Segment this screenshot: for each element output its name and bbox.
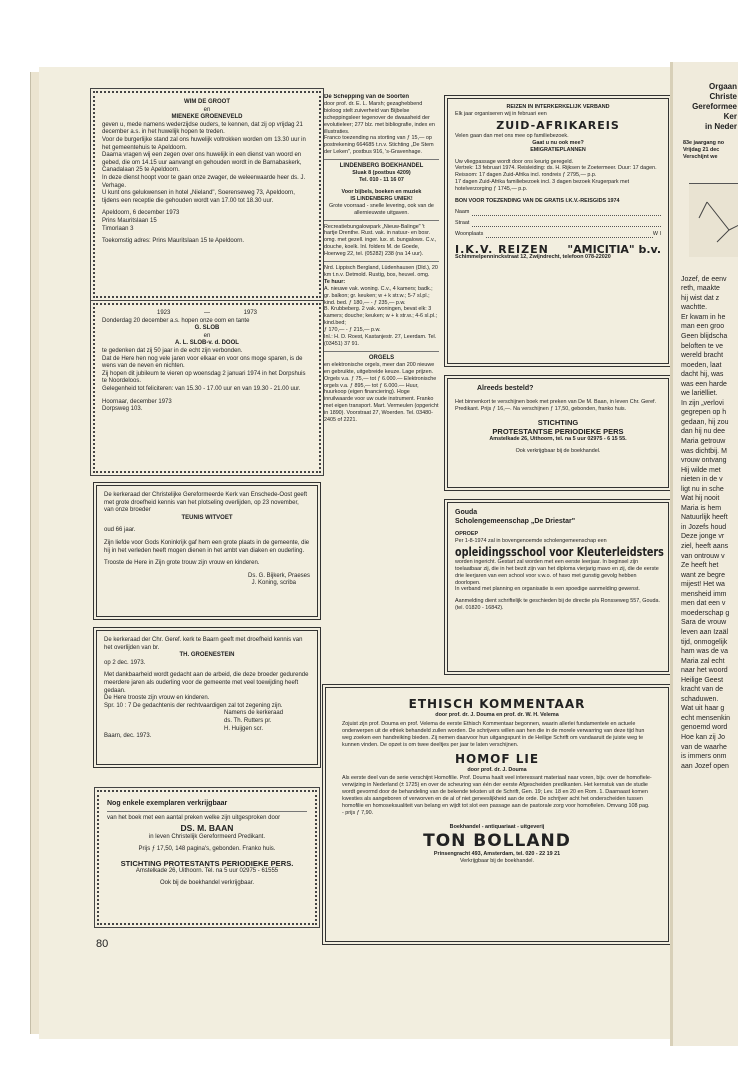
lindenberg-title: LINDENBERG BOEKHANDEL: [339, 163, 424, 170]
obit2-signature-3: H. Huijgen scr.: [224, 725, 264, 732]
jubilee-name-1: G. SLOB: [194, 325, 220, 332]
baan-line-1: van het boek met een aantal preken welke zijn uitgesproken door: [107, 815, 281, 821]
baan-availability: Ook bij de boekhandel verkrijgbaar.: [159, 880, 255, 887]
reizen-line-1: Uw vliegpassage wordt door ons keurig geregeld.: [455, 158, 574, 165]
wedding-line: Voor de burgerlijke stand zal ons huwelijk voltrokken worden om 13.30 uur in het gemeentehuis te Apeldoorn.: [102, 136, 306, 151]
reizen-brand-row: [455, 242, 661, 256]
next-body-line: Heilige Geest: [681, 676, 724, 684]
next-body-line: echt mensenkin: [681, 714, 731, 722]
obituary-witvoet: [96, 485, 318, 617]
baan-heading: Nog enkele exemplaren verkrijgbaar: [107, 800, 228, 807]
reizen-coupon: BON VOOR TOEZENDING VAN DE GRATIS I.K.V.-REISGIDS 1974: [455, 198, 620, 205]
next-header-line: Christe: [709, 92, 737, 101]
next-body-line: in Jozefs houd: [681, 523, 727, 531]
obituary-groenestein: [96, 630, 318, 765]
next-body-line: was dichtbij. M: [681, 447, 727, 455]
reizen-big: ZUID-AFRIKAREIS: [496, 118, 620, 132]
next-body-line: van de waarhe: [681, 743, 727, 751]
ethisch-byline-2: door prof. dr. J. Douma: [467, 766, 527, 773]
lippisch-info: Inl.: H. D. Roest, Kastanjestr. 27, Leerdam. Tel. (03451) 37 91.: [324, 334, 437, 347]
next-issue: [673, 132, 738, 161]
gouda-line-3: Aanmelding dient schriftelijk te geschieden bij de directie p/a Ronsseweg 557, Gouda. (tel. 01820 - 16842).: [455, 598, 660, 612]
obit1-line: Zijn liefde voor Gods Koninkrijk gaf hem een grote plaats in de gemeente, die hij in het verleden heeft mogen dienen in het ambt van diaken en ouderling.: [104, 539, 310, 554]
next-body-line: Er kwam in he: [681, 313, 726, 321]
ethisch-brand: TON BOLLAND: [423, 830, 571, 851]
next-body-line: gegrepen op h: [681, 409, 727, 417]
obit1-name: TEUNIS WITVOET: [181, 514, 233, 521]
lindenberg-address: Sluak 8 (postbus 4209): [352, 170, 411, 177]
wedding-future-address: Toekomstig adres: Prins Mauritslaan 15 te Apeldoorn.: [102, 238, 245, 245]
besteld-ad: [447, 378, 669, 488]
jubilee-years: [102, 310, 312, 318]
gouda-line-2: In verband met planning en organisatie is een spoedige aanmelding gewenst.: [455, 586, 640, 593]
baan-line-2: in leven Christelijk Gereformeerd Predikant.: [148, 833, 266, 840]
next-body-line: Sara de vrouw: [681, 619, 727, 627]
next-body-line: Natuurlijk heeft: [681, 514, 728, 522]
page-number: 80: [96, 938, 109, 950]
jubilee-line: Zij hopen dit jubileum te vieren op woensdag 2 januari 1974 in het Dorpshuis te Noordeloos.: [102, 370, 306, 385]
obit2-place: Baarn, dec. 1973.: [104, 733, 152, 740]
wedding-place-date: Apeldoorn, 6 december 1973: [102, 210, 180, 217]
jubilee-dash: —: [204, 310, 210, 316]
ethisch-text: Zojuist zijn prof. Douma en prof. Velema de eerste Ethisch Kommentaar begonnen, waarin allerlei fundamentele en actuele onderwerpen uit de ethiek behandeld zullen worden. De schrijvers willen aan hen die in de morele verwarring van deze tijd hun weg zoeken een handreiking bieden. Zij nemen daarvoor hun uitgangspunt in de Heilige Schrift om vandaaruit de juiste weg te kunnen vinden. De opzet is om twee deeltjes per jaar te laten verschijnen.: [342, 720, 645, 748]
wedding-line: U kunt ons gelukwensen in hotel „Nieland", Soerenseweg 73, Apeldoorn, tijdens een receptie die gehouden wordt van 17.00 tot 18.30 uur.: [102, 190, 295, 204]
ethisch-availability: Verkrijgbaar bij de boekhandel.: [459, 857, 535, 864]
next-body-line: tijd, onmogelijk: [681, 638, 728, 646]
gouda-text: worden ingericht. Gestart zal worden met een eerste leerjaar. In beginsel zijn toelaatbaar zij, die in het bezit zijn van het diploma vierjarig mavo en zij, die de eerste drie leerjaren van een school voor v.w.o. of havo met gunstig gevolg hebben doorlopen.: [455, 558, 659, 586]
reizen-line-2: Vertrek: 13 februari 1974. Reisleiding: ds. H. Rijksen te Zoetermeer. Duur: 17 dagen.: [455, 165, 657, 172]
next-body-line: mensheid imm: [681, 590, 727, 598]
besteld-title: Alreeds besteld?: [477, 385, 534, 392]
baan-publisher: STICHTING PROTESTANTS PERIODIEKE PERS.: [120, 858, 294, 868]
reizen-q1: Velen gaan dan met ons mee op familiebezoek.: [455, 132, 569, 139]
wedding-line: In deze dienst hoopt voor te gaan onze zwager, de weleerwaarde heer ds. J. Verhage.: [102, 174, 306, 189]
next-body-line: mijest! Het wa: [681, 581, 725, 589]
gouda-title-1: Gouda: [455, 509, 478, 516]
next-body-line: ziel, heeft aans: [681, 543, 729, 551]
jubilee-line: Dat de Here hen nog vele jaren voor elkaar en voor ons moge sparen, is de wens van de neven en nichten.: [102, 355, 303, 370]
wedding-line: Daarna vragen wij een zegen over ons huwelijk in een dienst van woord en gebed, die om 14.15 uur aanvangt en gehouden wordt in de Barnabaskerk, Canadalaan 25 te Apeldoorn.: [102, 152, 302, 174]
next-body-line: vrouw ontvang: [681, 457, 727, 465]
next-body-line: want ze begre: [681, 571, 725, 579]
middle-column: [324, 94, 439, 644]
coupon-mark: W I: [652, 230, 661, 237]
obit1-age: oud 66 jaar.: [104, 527, 136, 534]
next-body-line: schaduwen.: [681, 695, 719, 703]
obit1-signature-1: Ds. G. Bijkerk, Praeses: [247, 572, 310, 579]
next-body-line: van ontrouw v: [681, 552, 725, 560]
jubilee-address: Dorpsweg 103.: [102, 406, 143, 413]
coupon-name-label: Naam: [455, 208, 470, 215]
lindenberg-line-3: Grote voorraad - snelle levering, ook van de allernieuwste uitgaven.: [329, 202, 434, 216]
jubilee-line: te gedenken dat zij 50 jaar in de echt zijn verbonden.: [102, 347, 243, 354]
reizen-intro: Elk jaar organiseren wij in februari een: [455, 110, 547, 117]
reizen-sub: EMIGRATIEPLANNEN: [530, 146, 586, 153]
next-illustration: [689, 183, 738, 257]
gouda-line-1: Per 1-8-1974 zal in bovengenoemde scholengemeenschap een: [455, 537, 607, 544]
obit2-line: Met dankbaarheid wordt gedacht aan de arbeid, die deze broeder gedurende meerdere jaren als ouderling voor de gemeente met veel toewijding heeft gedaan.: [104, 672, 309, 694]
coupon-city-label: Woonplaats: [455, 230, 484, 237]
reizen-title: REIZEN IN INTERKERKELIJK VERBAND: [506, 104, 610, 110]
next-body-line: gedaan, hij zou: [681, 418, 729, 426]
coupon-city-field[interactable]: [455, 231, 661, 238]
jubilee-line: Gelegenheid tot feliciteren: van 15.30 - 17.00 uur en van 19.30 - 21.00 uur.: [102, 385, 301, 392]
next-body-line: Geen blijdscha: [681, 333, 728, 340]
reizen-brand: I.K.V. REIZEN: [455, 242, 549, 256]
jubilee-announcement: [93, 303, 321, 473]
obit2-signature-2: ds. Th. Rutters pr.: [224, 717, 272, 724]
ethisch-title: ETHISCH KOMMENTAAR: [408, 697, 586, 711]
next-body-line: moederschap g: [681, 609, 730, 617]
schepping-body: door prof. dr. E. L. Marsh; gezaghebbend bioloog stelt zuiverheid van Bijbelse scheppingsleer tegenover de dwaasheid der evolutieleer; 277 blz. met bibliografie, index en illustraties.: [324, 100, 435, 135]
wedding-name-1: WIM DE GROOT: [184, 99, 230, 105]
next-body-line: reth, maakte: [681, 285, 720, 293]
next-body-line: leven aan Izaäl: [681, 628, 729, 636]
ethisch-byline: door prof. dr. J. Douma en prof. dr. W. H. Velema: [435, 712, 559, 718]
obit2-intro: De kerkeraad der Chr. Geref. kerk te Baarn geeft met droefheid kennis van het overlijden van br.: [104, 637, 303, 651]
gouda-ad: [447, 502, 669, 672]
jubilee-name-2: A. L. SLOB-v. d. DOOL: [175, 340, 239, 347]
next-body-line: kracht van de: [681, 686, 724, 694]
next-body-line: beloften te ve: [681, 342, 724, 350]
obit2-name: TH. GROENESTEIN: [179, 652, 235, 659]
besteld-publisher-2: PROTESTANTSE PERIODIEKE PERS: [492, 426, 624, 436]
next-body-line: Deze jonge vr: [681, 533, 725, 541]
baan-name: DS. M. BAAN: [180, 822, 234, 833]
reizen-address: Schimmelpenninckstraat 12, Zwijndrecht, telefoon 078-22020: [455, 253, 611, 260]
gouda-big: opleidingsschool voor Kleuterleidsters: [455, 544, 664, 559]
next-body-line: Wat hij nooit: [681, 495, 720, 503]
coupon-street-label: Straat: [455, 219, 470, 226]
obit2-line: Spr. 10 : 7 De gedachtenis der rechtvaardigen zal tot zegening zijn.: [104, 702, 283, 709]
next-issue-line: Verschijnt we: [683, 153, 718, 160]
lippisch-huur: Te huur:: [324, 278, 346, 285]
reizen-amicitia: "AMICITIA" b.v.: [567, 242, 661, 256]
baan-book-ad: [97, 790, 317, 925]
reizen-line-4: 17 dagen Zuid-Afrika familiebezoek incl. 3 dagen bezoek Krugerpark met hotelverzorging ƒ 1745,— p.p.: [455, 179, 630, 193]
wedding-announcement: [93, 91, 321, 298]
lindenberg-line-2: IS LINDENBERG UNIEK!: [350, 195, 413, 202]
ethisch-text-2: Als eerste deel van de serie verschijnt Homofilie. Prof. Douma haalt veel interessant materiaal naar voren, bijv. over de homofiele-verwijzing in Nederland (± 1725) en over de scheuring van één der eerste Afgescheiden predikanten. Het kernstuk van de studie wordt gevormd door de behandeling van de bekende teksten uit de Schrift, Gen. 19; Lev. 18 en 20 en Rom. 1. Daarnaast komen kwesties als aangeboren of verworven en de al of niet geneeslijkheid aan de orde. De schrijver acht het onderscheiden tussen homofilie en homoseksualiteit van belang en wijdt tot slot een passage aan de pastorale zorg voor homofielen. Omvang 108 pag. - prijs ƒ 7,90.: [342, 775, 652, 816]
newspaper-page: [39, 67, 674, 1039]
wedding-addr-2: Timorlaan 3: [102, 225, 134, 232]
besteld-availability: Ook verkrijgbaar bij de boekhandel.: [515, 447, 601, 454]
baan-address: Amstelkade 26, Uithoorn. Tel. na 5 uur 02975 - 61555: [135, 867, 279, 874]
orgels-title: ORGELS: [368, 354, 395, 361]
reizen-line-3: Reissom: 17 dagen Zuid-Afrika incl. rondreis ƒ 2795,— p.p.: [455, 172, 597, 179]
next-body-line: was een harde: [681, 380, 727, 388]
lippisch-intro: Nrd. Lippisch Bergland, Lüdenhausen (Dld.), 20 km t.n.v. Detmold. Rustig, bos, heuvel. omg.: [324, 265, 438, 278]
obit1-intro: De kerkeraad der Christelijke Gereformeerde Kerk van Enschede-Oost geeft met grote droefheid kennis van het plotseling overlijden, op 23 november, van onze broeder: [104, 492, 308, 514]
besteld-text: Het binnenkort te verschijnen boek met preken van De M. Baan, in leven Chr. Geref. Predikant. Prijs ƒ 16,—. Na verschijnen ƒ 17,50, gebonden, franko huis.: [455, 399, 657, 412]
wedding-name-2: MIENEKE GROENEVELD: [171, 114, 243, 121]
besteld-address: Amstelkade 26, Uithoorn, tel. na 5 uur 02975 - 6 15 55.: [489, 435, 627, 442]
jubilee-year-2: 1973: [243, 310, 257, 316]
besteld-publisher-1: STICHTING: [537, 417, 579, 427]
next-body-line: dacht hij, was: [681, 371, 724, 379]
orgels-text: en elektronische orgels, meer dan 200 nieuwe en gebruikte, uitgebreide keuze. Lage prijzen. Orgels v.a. ƒ 75,— tot ƒ 6.000.— Elektronische orgels v.a. ƒ 895,— tot ƒ 6.000.— Huur, huurkoop (eigen financiering). Hoge inruilwaarde voor uw oude instrument. Franko met eigen transport. Mart. Vermeulen (opgericht in 1890). Voorstraat 27, Woerden. Tel. 03480-2405 of 2221.: [324, 361, 439, 424]
obit2-date: op 2 dec. 1973.: [104, 659, 146, 666]
wedding-en: en: [203, 106, 211, 113]
next-body-line: naar het woord: [681, 667, 728, 675]
next-body-line: ham was de va: [681, 648, 729, 656]
next-illustration-lines: [689, 192, 738, 252]
ethisch-address: Prinsengracht 493, Amsterdam, tel. 020 - 22 19 21: [433, 850, 561, 857]
obit2-line: De Here trooste zijn vrouw en kinderen.: [104, 695, 210, 702]
wedding-addr-1: Prins Mauritslaan 15: [102, 217, 157, 224]
next-body-line: Maria getrouw: [681, 438, 726, 446]
obit1-signature-2: J. Koning, scriba: [251, 580, 296, 587]
next-body-line: In zijn „verlovi: [681, 399, 724, 407]
schepping-title: De Schepping van de Soorten: [324, 94, 410, 100]
coupon-name-field[interactable]: [455, 209, 661, 216]
next-header-line: in Neder: [704, 122, 737, 131]
next-body-line: aan Jozef open: [681, 762, 729, 770]
lippisch-b2: ƒ 170,— - ƒ 215,— p.w.: [324, 327, 381, 334]
next-body-line: Maria zal echt: [681, 657, 725, 665]
next-body-line: Wat uit haar g: [681, 705, 725, 713]
lippisch-a: A. nieuwe vak. woning. C.v., 4 kamers; badk.; gr. balkon; gr. keuken; w + k str.w.; 5-7 sl.pl.; kind. bed. ƒ 180,— - ƒ 235,— p.w.: [324, 285, 433, 306]
ethisch-shop: Boekhandel - antiquariaat - uitgeverij: [449, 823, 545, 830]
next-body-line: we lariëlliet.: [681, 390, 718, 398]
recreatie-ad: Recreatiebungalowpark „Nieuw-Balinge" 't hartje Drenthe. Rust. vak. in natuur- en bosr. omg. met gezell. inger. lux. st. bungalows. C.v., douche, koelk. Inl. folders M. de Goede, Hoerweg 22, tel. (05282) 238 (na 14 uur).: [324, 223, 437, 258]
reizen-q2: Gaat u nu ook mee?: [532, 139, 584, 146]
lindenberg-ad: [324, 163, 439, 216]
lindenberg-line-1: Voor bijbels, boeken en muziek: [341, 188, 422, 195]
wedding-line: geven u, mede namens wederzijdse ouders, te kennen, dat zij op vrijdag 21 december a.s. in het huwelijk hopen te treden.: [102, 121, 303, 136]
ethisch-title-2: HOMOF LIE: [454, 751, 540, 766]
next-issue-line: 83e jaargang no: [683, 140, 725, 146]
next-issue-line: Vrijdag 21 dec: [683, 146, 720, 153]
next-page-sliver: [670, 62, 738, 1046]
next-header-line: Orgaan: [708, 82, 737, 91]
next-body-line: genoemd word: [681, 724, 728, 732]
next-body-line: Hoe kan zij Jo: [681, 733, 725, 741]
next-body-line: Ze heeft het: [681, 562, 719, 570]
next-body: [673, 257, 738, 771]
next-body-line: man een groo: [681, 323, 725, 331]
next-body-line: ligt nu in sche: [681, 485, 724, 493]
next-body-line: dan hij nu dee: [681, 428, 725, 436]
next-body-line: moeden, laat: [681, 361, 722, 369]
next-body-line: Jozef, de eenv: [681, 275, 727, 283]
next-body-line: Maria is hem: [681, 504, 722, 512]
baan-price: Prijs ƒ 17,50, 148 pagina's, gebonden. Franko huis.: [138, 846, 276, 853]
next-header-line: Gereformee: [692, 102, 737, 111]
next-body-line: wereld bracht: [681, 352, 724, 360]
obit2-signature-1: Namens de kerkeraad: [224, 710, 284, 717]
obit1-line: Trooste de Here in Zijn grote trouw zijn vrouw en kinderen.: [104, 560, 260, 567]
lindenberg-phone: Tel. 010 - 11 16 07: [359, 176, 404, 183]
next-body-line: men dat een v: [681, 600, 726, 608]
jubilee-place-date: Hoornaar, december 1973: [102, 398, 172, 405]
jubilee-year-1: 1923: [157, 310, 171, 316]
gouda-title-2: Scholengemeenschap „De Driestar": [455, 518, 576, 525]
next-body-line: hij wist dat z: [681, 294, 720, 302]
jubilee-en: en: [203, 332, 211, 339]
coupon-street-field[interactable]: [455, 220, 661, 227]
next-body-line: Hij wilde met: [681, 466, 721, 474]
next-body-line: wachtte.: [681, 304, 708, 312]
gouda-oproep: OPROEP: [455, 531, 479, 537]
schepping-order: Franco toezending na storting van ƒ 15,— op postrekening 664685 t.n.v. Stichting „De Stem der Leken", postbus 916, 's-Gravenhage.: [324, 135, 434, 156]
next-header: [673, 62, 738, 132]
jubilee-intro: Donderdag 20 december a.s. hopen onze oom en tante: [102, 317, 250, 324]
next-header-line: Ker: [723, 112, 737, 121]
lippisch-b: B. Krubbeberg. 2 vak. woningen, bevat elk: 3 kamers; douche; keuken; w + k str.w.; 4-6 sl.pl.; kind.bed;: [324, 306, 438, 327]
ethisch-kommentaar-ad: [325, 687, 669, 942]
ikv-reizen-ad: [447, 98, 669, 364]
next-body-line: nieten in de v: [681, 476, 723, 484]
next-body-line: is immers onm: [681, 753, 727, 761]
